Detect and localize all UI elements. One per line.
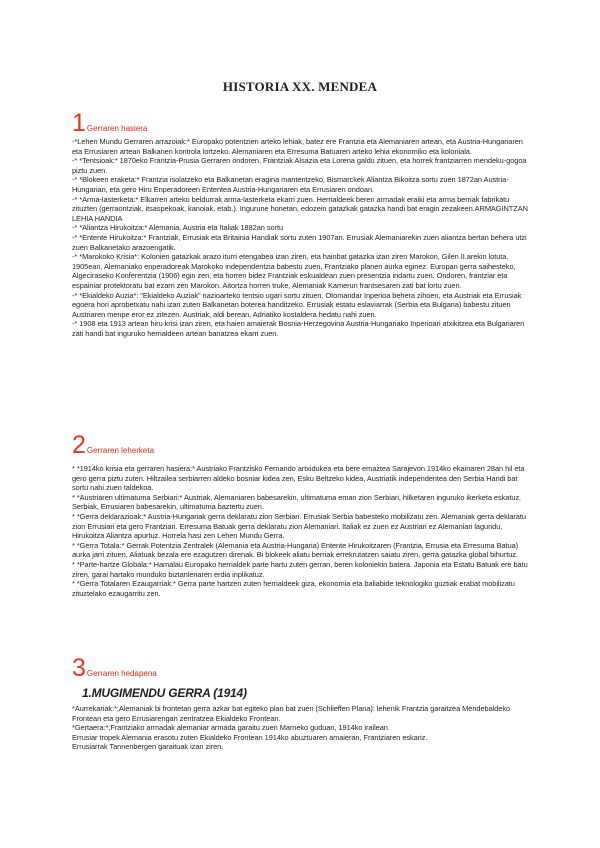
paragraph: *Aurrekariak:*;Alemaniak bi frontetan gerra azkar bat egiteko plan bat zuen (Schlieffen Plana): lehenik Frantzia garaitzea Mendebaldeko Frontean eta gero Errusiarengan zentratzea Ekialdeko Frontean. bbox=[72, 704, 511, 723]
paragraph: * *Gerra Totalaren Ezaugarriak:* Gerra parte hartzen zuten herrialdeek giza, ekonomia eta baliabide teknologiko guztiak erabat mobilizatu zituztelako ezaugarritu zen. bbox=[72, 579, 515, 598]
section-3-heading bbox=[72, 656, 157, 681]
section-3-body bbox=[72, 704, 532, 752]
paragraph: * *Gerra deklarazioak:* Austria-Hungariak gerra deklaratu zion Serbiari. Errusiak Serbia babesteko mobilizatu zen. Alemaniak gerra deklaratu zion Errusiari eta gero Frantziari. Erresuma Batuak gerra deklaratu zion Alemaniari. Italiak ez zuen ez Austriari ez Alemaniari lagundu, Hirukoitza Aliantza apurtuz. Horrela hasi zen Lehen Mundu Gerra. bbox=[72, 511, 526, 541]
section-2-heading bbox=[72, 433, 154, 458]
section-number: 2 bbox=[72, 431, 86, 459]
paragraph: Errusiarrak Tannenbergen garaituak izan ziren. bbox=[72, 742, 224, 752]
paragraph: * *Gerra Totala:* Gerrak Potentzia Zentralek (Alemania eta Austria-Hungaria) Entente Hirukoitzaren (Frantzia, Errusia eta Erresuma Batua) aurka jarri zituen, Aliatuak bezala ere ezagutzen direnak. Bi blokeek aliatu berriak errekrutatzen saiatu ziren, gerra gatazka global bihurtuz. bbox=[72, 540, 519, 560]
paragraph: * *Parte-hartze Globala:* Hamalau Europako herrialdek parte hartu zuten gerran, beren koloniekin batera. Japonia eta Estatu Batuak ere batu ziren, garai hartako munduko biztanleriaren erdia inplikatuz. bbox=[72, 559, 528, 579]
paragraph: -*Lehen Mundu Gerraren arrazoiak:* Europako potentzien arteko lehiak, batez ere Frantzia eta Alemaniaren artean, eta Austria-Hungariaren eta Errusiaren artean Balkanen kontrola lortzeko. Alemaniaren eta Erresuma Batuaren arteko lehia ekonomiko eta koloniala. bbox=[72, 137, 523, 156]
section-label: Gerraren leherketa bbox=[86, 446, 155, 455]
section-1-body bbox=[72, 137, 532, 338]
paragraph: *Gertaera:*;Frantziako armadak alemaniar armada garaitu zuen Marneko guduan, 1914ko irailean. bbox=[72, 723, 390, 733]
section-number: 3 bbox=[72, 654, 86, 682]
paragraph: -* *Marokoko Krisia*: Kolonien gatazkak arazo iturri etengabea izan ziren, eta hainbat gatazka izan ziren Marokon, Gilen II.arekin lotuta. 1905ean, Alemaniako enperadoreak Marokoko independentzia babestu zuen, Frantziako planen aurka eginez. Europan gerra saihesteko, Algeciraseko Konferentzia (1906) egin zen, eta horren bidez Frantziak eskualdean zuen presentzia indartu zuen. Ondoren, frantziar eta espainiar protektoratu bat ezarri zen Marokon. Aitortza horren truke, Alemaniak Kamerun frantsesaren zati bat lortu zuen. bbox=[72, 252, 516, 290]
paragraph: -* *Arma-lasterketa:* Elkarren arteko beldurrak arma-lasterketa ekarri zuen. Herrialdeek beren armadak eraiki eta arma berriak fabrikatu zituzten (gerraontziak, itsaspekoak, kanoiak, etab.). Ingurune honetan, edozein gatazkak gatazka handi bat eragin zezakeen.ARMAGINTZAN LEHIA HANDIA bbox=[72, 194, 528, 223]
section-3-subheading: 1.MUGIMENDU GERRA (1914) bbox=[82, 686, 247, 700]
section-2-body bbox=[72, 464, 532, 598]
paragraph: -* *Ekialdeko Auzia*: "Ekialdeko Auziak" nazioarteko tentsio ugari sortu zituen. Otomandar Inperioa behera zihoen, eta Austriak eta Errusiak egoera hori aprobetxatu nahi izan zuten Balkanetan boterea handitzeko. Errusiak estatu eslaviarrak (Serbia eta Bulgaria) babestu zituen Austriaren menpe eror ez zitezen. Austriak, aldi berean, Adriatiko kostaldera hedatu nahi zuen. bbox=[72, 290, 522, 319]
paragraph: -* *Blokeen eraketa:* Frantzia isolatzeko eta Balkanetan eragina mantentzeko, Bismarckek Aliantza Bikoitza sortu zuen 1872an Austria-Hungarian, eta gero Hiru Enperadoreen Ententea Austria-Hungariaren eta Errusiaren ondoan. bbox=[72, 175, 509, 194]
paragraph: * *1914ko krisia eta gerraren hasiera:* Austriako Frantzisko Fernando artxidukea eta bere emaztea Sarajevon 1914ko ekainaren 28an hil eta gero gerra piztu zuten. Hiltzailea serbiarren aldeko bosniar kidea zen, Esku Beltzeko kidea, Austriatik independentea den Serbia Handi bat sortu nahi zuen taldekoa. bbox=[72, 464, 525, 493]
section-label: Gerraren hasiera bbox=[86, 124, 148, 133]
paragraph: * *Austriaren ultimatuma Serbiari:* Austriak, Alemaniaren babesarekin, ultimatuma eman zion Serbiari, hilketaren inguruko ikerketa eskatuz. Serbiak, Errusiaren babesarekin, ultimatuma baztertu zuen. bbox=[72, 492, 522, 512]
paragraph: -* *Entente Hirukoitza:* Frantziak, Errusiak eta Britainia Handiak sortu zuten 1907an. Errusiak Alemaniarekin zuen aliantza bertan behera utzi zuen Balkanetako arazoengatik. bbox=[72, 232, 527, 252]
section-label: Gerraren hedapena bbox=[86, 669, 157, 678]
paragraph: Errusiar tropek Alemania erasotu zuten Ekialdeko Frontean 1914ko abuztuaren amaieran, Frantziaren eskariz. bbox=[72, 732, 428, 742]
section-1-heading bbox=[72, 111, 147, 136]
paragraph: -* *Aliantza Hirukoitza:* Alemania, Austria eta Italiak 1882an sortu bbox=[72, 223, 284, 233]
paragraph: -* 1908 eta 1913 artean hiru krisi izan ziren, eta haien amaierak Bosnia-Herzegovina Austria-Hungariako Inperioari atxikitzea eta Bulgariaren zati handi bat inguruko herrialdeen artean banatzea ekarri zuen. bbox=[72, 319, 525, 338]
section-number: 1 bbox=[72, 109, 86, 137]
paragraph: -* *Tentsioak:* 1870eko Frantzia-Prusia Gerraren ondoren, Frantziak Alsazia eta Lorena galdu zituen, eta horrek frantziarren mendeku-gogoa piztu zuen. bbox=[72, 156, 527, 175]
document-title: HISTORIA XX. MENDEA bbox=[222, 79, 378, 94]
